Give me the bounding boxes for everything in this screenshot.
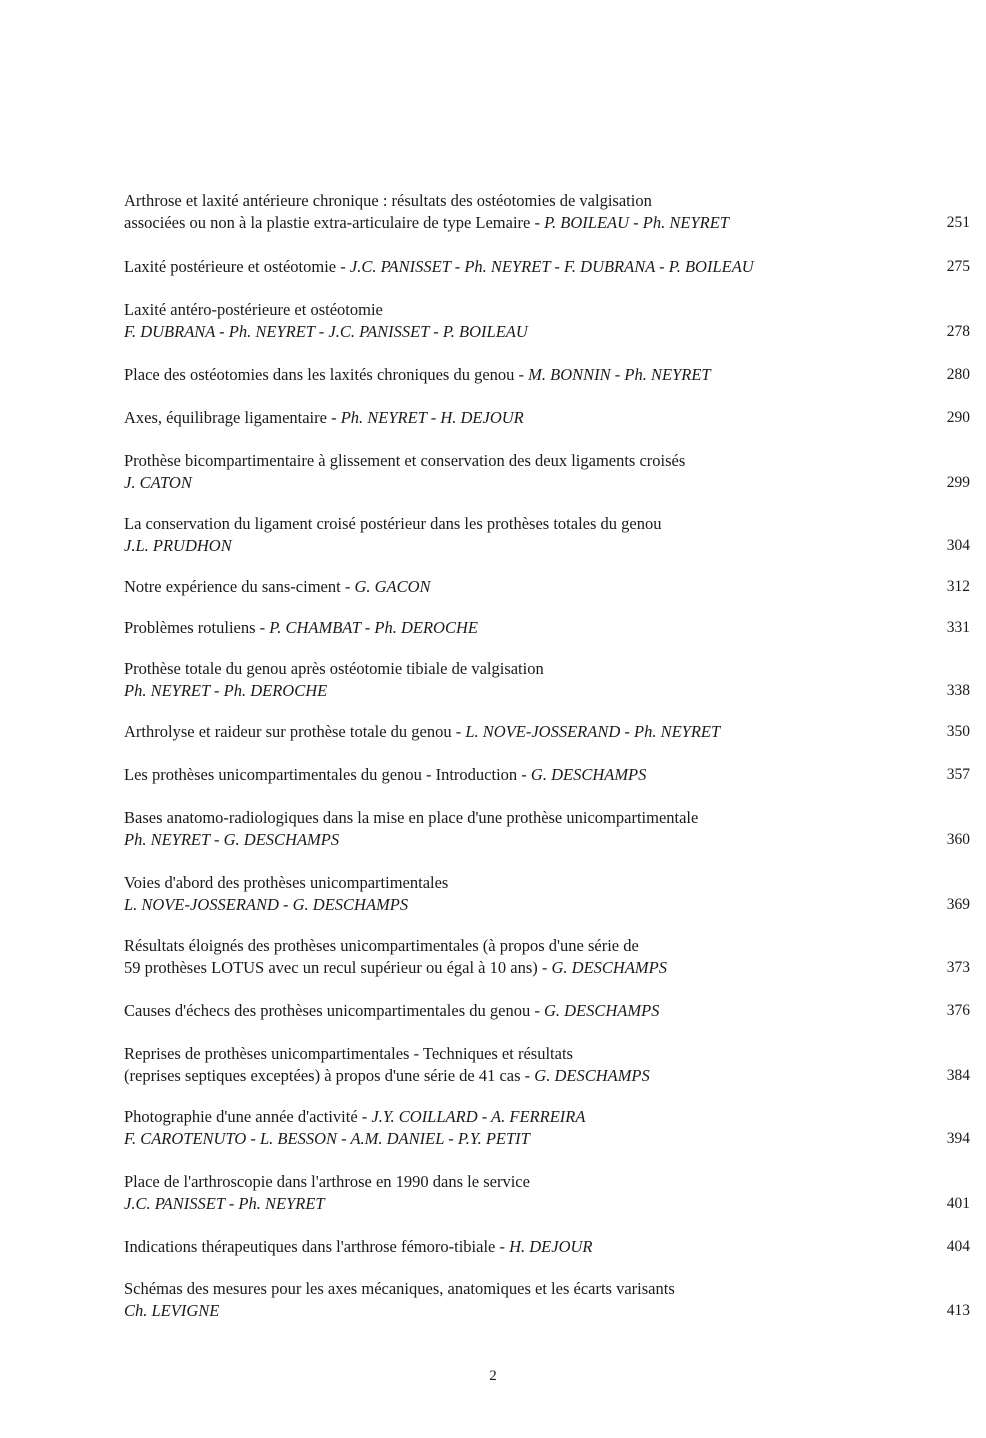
toc-entry-line xyxy=(124,1106,910,1128)
toc-entry xyxy=(124,872,970,916)
toc-entry-page: 384 xyxy=(946,1067,970,1084)
toc-entry-line xyxy=(124,935,910,957)
toc-entry-line xyxy=(124,190,910,212)
toc-entry-title: Voies d'abord des prothèses unicompartimentales xyxy=(124,873,449,892)
toc-entry-line xyxy=(124,829,910,851)
toc-entry xyxy=(124,190,970,234)
toc-entry-line xyxy=(124,894,910,916)
toc-entry-line xyxy=(124,1193,910,1215)
toc-entry-page: 331 xyxy=(946,619,970,636)
toc-entry xyxy=(124,764,970,786)
toc-entry-line xyxy=(124,450,910,472)
toc-entry-line xyxy=(124,321,910,343)
toc-entry-page: 299 xyxy=(946,474,970,491)
toc-entry-title: Arthrolyse et raideur sur prothèse totale du genou - xyxy=(124,722,466,741)
toc-entry-title: Axes, équilibrage ligamentaire - xyxy=(124,408,341,427)
toc-entry-authors: L. NOVE-JOSSERAND - Ph. NEYRET xyxy=(465,722,721,741)
toc-entry-authors: G. DESCHAMPS xyxy=(543,1001,660,1020)
toc-entry xyxy=(124,1043,970,1087)
toc-entry-line xyxy=(124,1000,910,1022)
toc-entry-page: 278 xyxy=(946,323,970,340)
toc-entry-line xyxy=(124,364,910,386)
toc-entry xyxy=(124,450,970,494)
toc-entry-page: 376 xyxy=(946,1002,970,1019)
toc-entry-title: Arthrose et laxité antérieure chronique : résultats des ostéotomies de valgisation xyxy=(124,191,652,210)
toc-entry-line xyxy=(124,1128,910,1150)
toc-entry-page: 360 xyxy=(946,831,970,848)
table-of-contents xyxy=(124,190,970,1322)
toc-entry xyxy=(124,256,970,278)
toc-entry-line xyxy=(124,1278,910,1300)
toc-entry-authors: J.C. PANISSET - Ph. NEYRET - F. DUBRANA - P. BOILEAU xyxy=(349,257,754,276)
toc-entry-line xyxy=(124,872,910,894)
toc-entry-line xyxy=(124,807,910,829)
toc-entry-line xyxy=(124,1043,910,1065)
toc-entry-line xyxy=(124,1300,910,1322)
toc-entry-title: Photographie d'une année d'activité - xyxy=(124,1107,372,1126)
toc-entry-title: (reprises septiques exceptées) à propos d'une série de 41 cas - xyxy=(124,1066,535,1085)
toc-entry-page: 357 xyxy=(946,766,970,783)
toc-entry-title: 59 prothèses LOTUS avec un recul supérieur ou égal à 10 ans) - xyxy=(124,958,552,977)
toc-entry-authors: Ch. LEVIGNE xyxy=(124,1301,220,1320)
toc-entry-page: 312 xyxy=(946,578,970,595)
toc-entry-title: associées ou non à la plastie extra-articulaire de type Lemaire - xyxy=(124,213,545,232)
toc-entry-page: 304 xyxy=(946,537,970,554)
toc-entry-authors: G. DESCHAMPS xyxy=(534,1066,650,1085)
toc-entry-line xyxy=(124,658,910,680)
toc-entry-authors: H. DEJOUR xyxy=(509,1237,593,1256)
toc-entry xyxy=(124,364,970,386)
toc-entry-title: Prothèse totale du genou après ostéotomie tibiale de valgisation xyxy=(124,659,544,678)
toc-entry xyxy=(124,1236,970,1258)
toc-entry-title: La conservation du ligament croisé postérieur dans les prothèses totales du genou xyxy=(124,514,662,533)
toc-entry xyxy=(124,1000,970,1022)
toc-entry-line xyxy=(124,764,910,786)
toc-entry-line xyxy=(124,407,910,429)
toc-entry-authors: G. DESCHAMPS xyxy=(530,765,647,784)
toc-entry-page: 251 xyxy=(946,214,970,231)
toc-entry xyxy=(124,658,970,702)
toc-entry-title: Résultats éloignés des prothèses unicompartimentales (à propos d'une série de xyxy=(124,936,639,955)
toc-entry-line xyxy=(124,299,910,321)
toc-entry xyxy=(124,576,970,598)
toc-entry-title: Causes d'échecs des prothèses unicompartimentales du genou - xyxy=(124,1001,544,1020)
toc-entry xyxy=(124,1278,970,1322)
toc-entry-authors: J.C. PANISSET - Ph. NEYRET xyxy=(124,1194,325,1213)
toc-entry-title: Prothèse bicompartimentaire à glissement et conservation des deux ligaments croisés xyxy=(124,451,686,470)
toc-entry-page: 413 xyxy=(946,1302,970,1319)
toc-entry-authors: F. CAROTENUTO - L. BESSON - A.M. DANIEL - P.Y. PETIT xyxy=(124,1129,530,1148)
toc-entry-line xyxy=(124,1236,910,1258)
toc-entry-authors: P. CHAMBAT - Ph. DEROCHE xyxy=(269,618,478,637)
toc-entry-line xyxy=(124,256,910,278)
toc-entry-title: Schémas des mesures pour les axes mécaniques, anatomiques et les écarts varisants xyxy=(124,1279,675,1298)
toc-entry xyxy=(124,1171,970,1215)
toc-entry-title: Notre expérience du sans-ciment - xyxy=(124,577,355,596)
toc-entry-line xyxy=(124,535,910,557)
toc-entry-title: Place de l'arthroscopie dans l'arthrose en 1990 dans le service xyxy=(124,1172,530,1191)
toc-entry-authors: F. DUBRANA - Ph. NEYRET - J.C. PANISSET - P. BOILEAU xyxy=(124,322,528,341)
toc-entry-title: Bases anatomo-radiologiques dans la mise en place d'une prothèse unicompartimentale xyxy=(124,808,699,827)
toc-entry-line xyxy=(124,680,910,702)
toc-entry-line xyxy=(124,513,910,535)
toc-entry xyxy=(124,1106,970,1150)
toc-entry-authors: J.L. PRUDHON xyxy=(124,536,232,555)
toc-entry-page: 404 xyxy=(946,1238,970,1255)
toc-entry xyxy=(124,299,970,343)
toc-entry-page: 373 xyxy=(946,959,970,976)
toc-entry-authors: Ph. NEYRET - G. DESCHAMPS xyxy=(124,830,340,849)
toc-entry xyxy=(124,807,970,851)
toc-entry xyxy=(124,721,970,743)
toc-entry-authors: P. BOILEAU - Ph. NEYRET xyxy=(544,213,729,232)
toc-entry-authors: Ph. NEYRET - Ph. DEROCHE xyxy=(124,681,328,700)
toc-entry-authors: L. NOVE-JOSSERAND - G. DESCHAMPS xyxy=(124,895,409,914)
toc-entry-line xyxy=(124,472,910,494)
toc-entry-title: Problèmes rotuliens - xyxy=(124,618,270,637)
toc-entry-line xyxy=(124,212,910,234)
toc-entry-line xyxy=(124,721,910,743)
toc-entry-page: 290 xyxy=(946,409,970,426)
toc-entry-line xyxy=(124,576,910,598)
toc-entry-line xyxy=(124,1065,910,1087)
toc-entry-title: Reprises de prothèses unicompartimentales - Techniques et résultats xyxy=(124,1044,573,1063)
toc-entry-authors: M. BONNIN - Ph. NEYRET xyxy=(528,365,711,384)
toc-entry-authors: G. DESCHAMPS xyxy=(551,958,667,977)
toc-entry-title: Laxité postérieure et ostéotomie - xyxy=(124,257,350,276)
toc-entry-authors: J. CATON xyxy=(124,473,192,492)
toc-entry-page: 280 xyxy=(946,366,970,383)
toc-entry-page: 394 xyxy=(946,1130,970,1147)
page-number: 2 xyxy=(489,1368,497,1384)
toc-entry-page: 338 xyxy=(946,682,970,699)
toc-entry-page: 369 xyxy=(946,896,970,913)
toc-entry-title: Place des ostéotomies dans les laxités chroniques du genou - xyxy=(124,365,529,384)
toc-entry-page: 401 xyxy=(946,1195,970,1212)
toc-entry-title: Laxité antéro-postérieure et ostéotomie xyxy=(124,300,383,319)
toc-entry xyxy=(124,617,970,639)
toc-entry-line xyxy=(124,1171,910,1193)
toc-entry xyxy=(124,513,970,557)
toc-entry-authors: J.Y. COILLARD - A. FERREIRA xyxy=(371,1107,586,1126)
toc-entry-page: 275 xyxy=(946,258,970,275)
toc-entry xyxy=(124,935,970,979)
toc-entry-authors: G. GACON xyxy=(354,577,431,596)
toc-entry-line xyxy=(124,617,910,639)
toc-entry-title: Indications thérapeutiques dans l'arthrose fémoro-tibiale - xyxy=(124,1237,510,1256)
toc-entry xyxy=(124,407,970,429)
toc-entry-page: 350 xyxy=(946,723,970,740)
toc-entry-title: Les prothèses unicompartimentales du genou - Introduction - xyxy=(124,765,531,784)
toc-entry-authors: Ph. NEYRET - H. DEJOUR xyxy=(340,408,524,427)
toc-entry-line xyxy=(124,957,910,979)
